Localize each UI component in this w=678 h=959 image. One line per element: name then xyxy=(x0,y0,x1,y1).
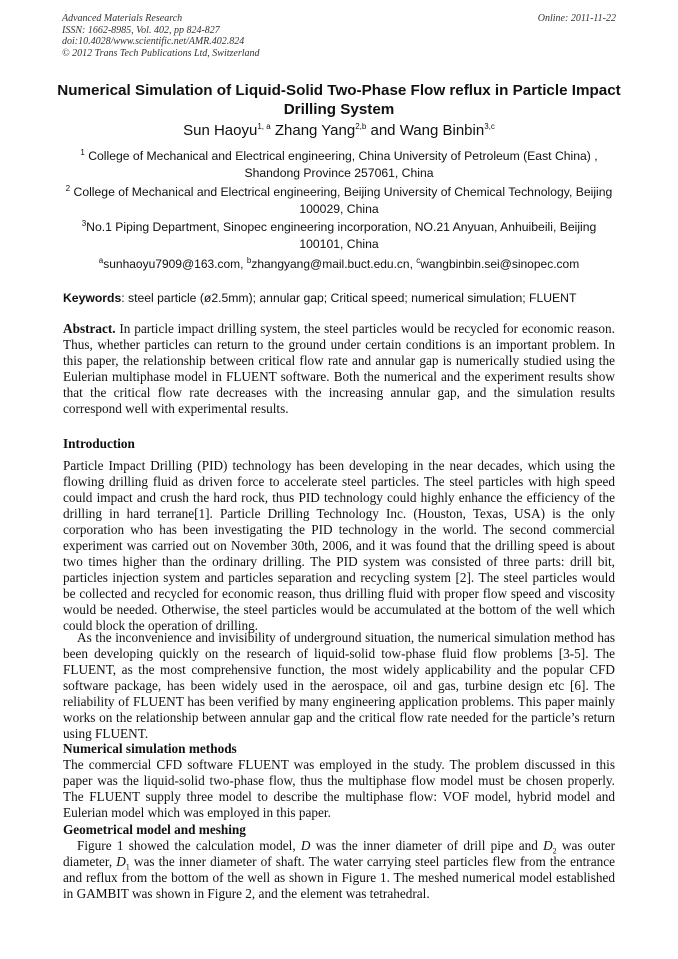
email-link[interactable]: sunhaoyu7909@163.com, xyxy=(103,257,247,271)
subscript: 1 xyxy=(125,862,130,872)
affiliation-text: College of Mechanical and Electrical engineering, China University of Petroleum (East China) , Shandong Province 257061, China xyxy=(88,149,598,180)
author-name: Wang Binbin xyxy=(399,122,485,139)
text-run: was the inner diameter of shaft. The water carrying steel particles flew from the entrance and reflux from the bottom of the well as shown in Figure 1. The meshed numerical model established in GAMBIT was shown in Figure 2, and the element was tetrahedral. xyxy=(63,854,615,901)
text-run: was outer diameter, xyxy=(63,838,615,869)
section-heading-geometry: Geometrical model and meshing xyxy=(63,822,246,837)
affiliation-mark: 2 xyxy=(65,183,71,193)
email-list xyxy=(40,257,638,272)
subscript: 2 xyxy=(552,846,557,856)
affiliation-mark: 3 xyxy=(81,218,87,228)
keywords-label: Keywords xyxy=(63,291,122,305)
methods-paragraph: The commercial CFD software FLUENT was employed in the study. The problem discussed in this paper was the liquid-solid two-phase flow, thus the multiphase flow model must be chosen properly. The FLUENT supply three model to describe the multiphase flow: VOF model, hybrid model and Eulerian model which was employed in this paper. xyxy=(63,757,615,820)
author-mark: 2,b xyxy=(355,122,367,131)
affiliation-text: No.1 Piping Department, Sinopec engineering incorporation, NO.21 Anyuan, Anhuibeili, Beijing 100101, China xyxy=(86,220,597,251)
author-separator: and xyxy=(366,122,400,139)
email-mark: c xyxy=(416,256,421,265)
variable-d2: D xyxy=(543,838,553,853)
affiliation-1 xyxy=(58,148,620,182)
affiliation-2 xyxy=(58,184,620,218)
online-date: Online: 2011-11-22 xyxy=(537,13,616,24)
author-list xyxy=(40,122,638,140)
email-link[interactable]: wangbinbin.sei@sinopec.com xyxy=(420,257,580,271)
abstract-text: In particle impact drilling system, the steel particles would be recycled for economic reason. Thus, whether particles can return to the ground under certain conditions is an important problem. In this paper, the relationship between critical flow rate and annular gap is numerically studied using the Eulerian multiphase model in FLUENT software. Both the numerical and the experiment results show that the critical flow rate decreases with the increasing annular gap, and the simulation results correspond well with experimental results. xyxy=(63,321,615,416)
intro-paragraph-1: Particle Impact Drilling (PID) technology has been developing in the near decades, which using the flowing drilling fluid as driven force to accelerate steel particles. The steel particles with high speed could impact and crush the hard rock, thus PID technology could highly enhance the efficiency of the drilling in hard terrane[1]. Particle Drilling Technology Inc. (Houston, Texas, USA) is the only corporation who has been investigating the PID technology in the world. The second commercial experiment was carried out on November 30th, 2006, and it was found that the drilling speed is about two times higher than the ordinary drilling. The PID system was consisted of three parts: drill bit, particles injection system and particles separation and recycling system [2]. The steel particles would be collected and recycled for economic reason, thus drilling fluid with proper flow speed and viscosity would be needed. Otherwise, the steel particles would be accumulated at the bottom of the well which could block the operation of drilling. xyxy=(63,458,615,633)
issn-line: ISSN: 1662-8985, Vol. 402, pp 824-827 xyxy=(62,24,220,36)
author-name: Sun Haoyu xyxy=(183,122,258,139)
author-name: Zhang Yang xyxy=(274,122,356,139)
intro-paragraph-2: As the inconvenience and invisibility of underground situation, the numerical simulation method has been developing quickly on the research of liquid-solid tow-phase fluid flow problems [3-5]. The FLUENT, as the most comprehensive function, the most widely applicability and the popular CFD software package, has been widely used in the aerospace, oil and gas, turbine design etc [6]. The reliability of FLUENT has been verified by many engineering application problems. This paper mainly works on the relationship between annular gap and the critical flow rate needed for the particle’s return using FLUENT. xyxy=(63,630,615,741)
journal-header xyxy=(62,13,616,59)
paper-title: Numerical Simulation of Liquid-Solid Two-Phase Flow reflux in Particle Impact Drilling System xyxy=(57,82,621,118)
section-heading-methods: Numerical simulation methods xyxy=(63,741,237,756)
affiliation-mark: 1 xyxy=(80,147,85,157)
geometry-paragraph xyxy=(63,838,615,902)
abstract-label: Abstract. xyxy=(63,321,116,336)
text-run: was the inner diameter of drill pipe and xyxy=(310,838,544,853)
section-heading-introduction: Introduction xyxy=(63,436,135,451)
affiliation-3 xyxy=(58,219,620,253)
variable-d1: D xyxy=(116,854,126,869)
journal-name: Advanced Materials Research xyxy=(62,13,183,24)
keywords xyxy=(63,291,623,306)
email-mark: a xyxy=(98,256,104,265)
email-mark: b xyxy=(246,256,252,265)
author-mark: 3,c xyxy=(484,122,495,131)
doi-line: doi:10.4028/www.scientific.net/AMR.402.824 xyxy=(62,36,245,47)
variable-d: D xyxy=(300,838,311,853)
author-mark: 1, a xyxy=(257,122,271,131)
copyright-line: © 2012 Trans Tech Publications Ltd, Switzerland xyxy=(62,47,260,59)
text-run: Figure 1 showed the calculation model, xyxy=(77,838,301,853)
email-link[interactable]: zhangyang@mail.buct.edu.cn, xyxy=(251,257,417,271)
abstract xyxy=(63,321,615,417)
keywords-text: : steel particle (ø2.5mm); annular gap; Critical speed; numerical simulation; FLUENT xyxy=(121,291,577,305)
affiliation-text: College of Mechanical and Electrical engineering, Beijing University of Chemical Technology, Beijing 100029, China xyxy=(73,185,613,216)
